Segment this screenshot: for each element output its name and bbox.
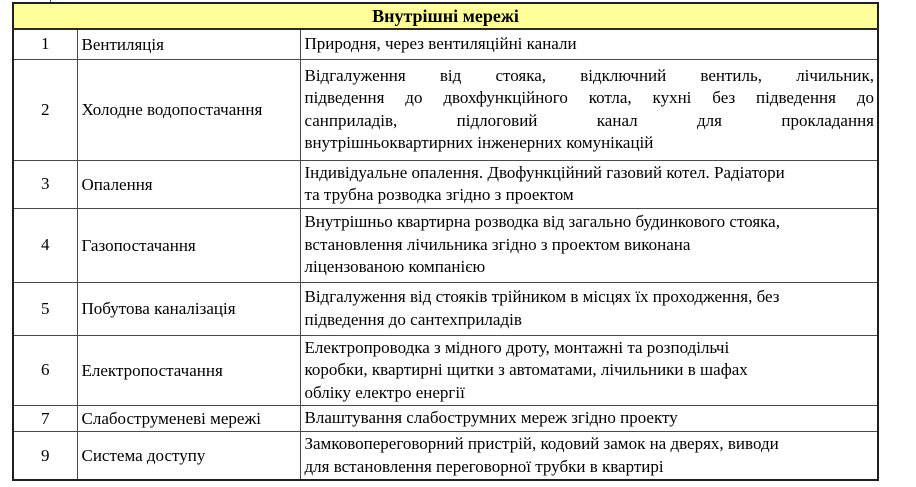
table-row — [13, 406, 878, 432]
row-category: Слабоструменеві мережі — [77, 406, 300, 432]
row-description — [300, 335, 878, 406]
description-line: встановлення лічильника згідно з проектом виконана — [304, 234, 691, 254]
table-row — [13, 282, 878, 335]
internal-networks-table — [12, 2, 879, 481]
description-line: Внутрішньо квартирна розводка від загально будинкового стояка, — [304, 212, 780, 232]
description-line: внутрішньоквартирних інженерних комунікацій — [304, 133, 654, 152]
description-line: Індивідуальне опалення. Двофункційний газовий котел. Радіатори — [304, 162, 785, 182]
row-number: 6 — [13, 335, 77, 406]
description-line: підведення до двохфункційного котла, кухні без підведення до — [304, 88, 874, 107]
description-line: Замковопереговорний пристрій, кодовий замок на дверях, виводи — [304, 434, 779, 453]
row-number: 2 — [13, 59, 77, 160]
table-row — [13, 59, 878, 160]
row-number: 5 — [13, 282, 77, 335]
table-row — [13, 208, 878, 282]
row-description — [300, 406, 878, 432]
description-line: для встановлення переговорної трубки в квартирі — [304, 456, 664, 476]
row-category: Система доступу — [77, 432, 300, 481]
description-line: Природня, через вентиляційні канали — [304, 34, 577, 53]
table-row — [13, 432, 878, 481]
description-line: ліцензованою компанією — [304, 257, 486, 277]
row-category: Опалення — [77, 160, 300, 208]
row-description — [300, 29, 878, 59]
row-description — [300, 208, 878, 282]
row-number: 9 — [13, 432, 77, 481]
description-line: санприладів, підлоговий канал для прокладання — [304, 110, 874, 130]
row-description — [300, 432, 878, 481]
table-row — [13, 335, 878, 406]
description-line: підведення до сантехприладів — [304, 309, 522, 329]
description-line: обліку електро енергії — [304, 382, 465, 402]
row-category: Вентиляція — [77, 29, 300, 59]
description-line: Влаштування слабострумних мереж згідно проекту — [304, 408, 678, 428]
table-header-row — [13, 3, 878, 29]
description-line: коробки, квартирні щитки з автоматами, лічильники в шафах — [304, 360, 748, 379]
row-number: 3 — [13, 160, 77, 208]
row-description — [300, 282, 878, 335]
description-line: Відгалуження від стояків трійником в місцях їх проходження, без — [304, 287, 780, 306]
table-title: Внутрішні мережі — [13, 3, 878, 29]
table-row — [13, 160, 878, 208]
row-category: Побутова каналізація — [77, 282, 300, 335]
row-category: Електропостачання — [77, 335, 300, 406]
row-description — [300, 59, 878, 160]
row-number: 7 — [13, 406, 77, 432]
row-number: 1 — [13, 29, 77, 59]
description-line: Електропроводка з мідного дроту, монтажні та розподільчі — [304, 337, 730, 357]
row-category: Холодне водопостачання — [77, 59, 300, 160]
table-row — [13, 29, 878, 59]
description-line: та трубна розводка згідно з проектом — [304, 185, 574, 204]
row-description — [300, 160, 878, 208]
row-number: 4 — [13, 208, 77, 282]
description-line: Відгалуження від стояка, відключний вентиль, лічильник, — [304, 65, 874, 85]
row-category: Газопостачання — [77, 208, 300, 282]
